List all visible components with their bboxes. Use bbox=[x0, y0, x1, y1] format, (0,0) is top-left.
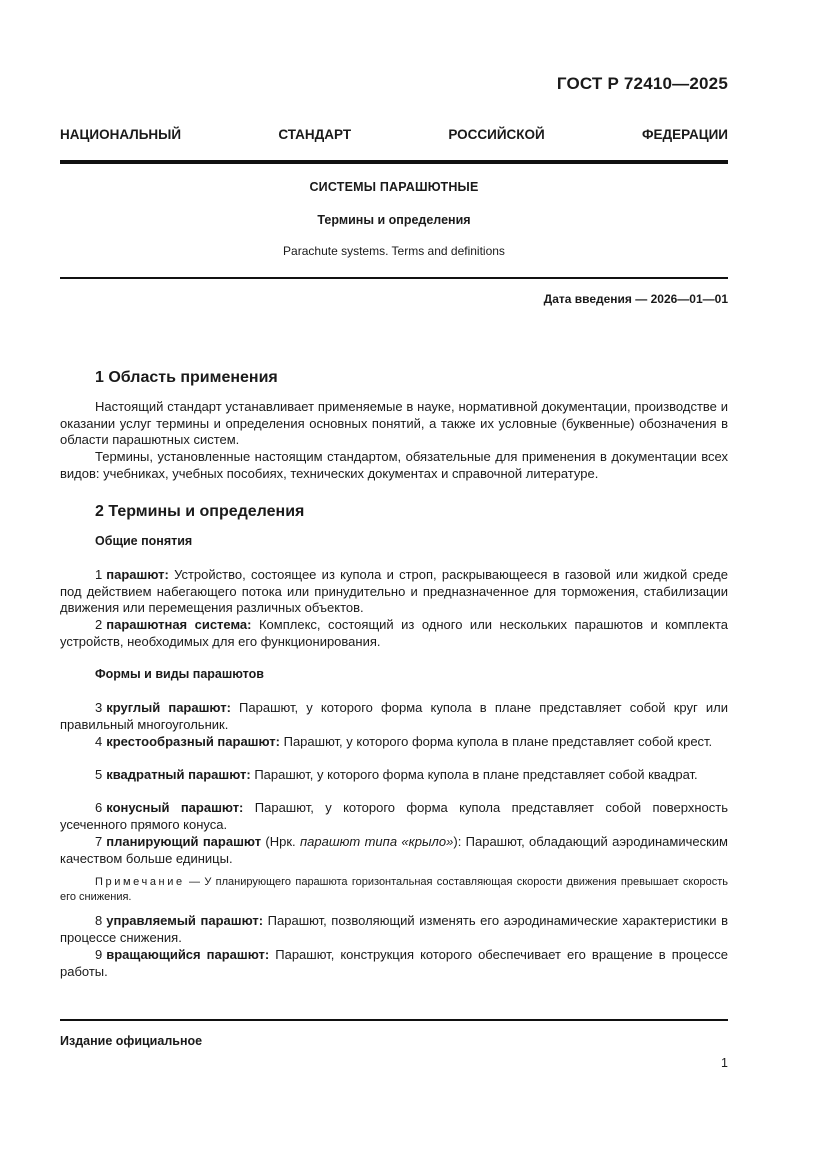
term-number: 1 bbox=[95, 567, 103, 582]
term-entry-3 bbox=[60, 700, 728, 733]
term-definition: Комплекс, состоящий из одного или нескольких парашютов и комплекта устройств, необходимых для его функционирования. bbox=[60, 617, 728, 649]
term-number: 2 bbox=[95, 617, 103, 632]
general-concepts-heading: Общие понятия bbox=[95, 534, 193, 548]
note-label: Примечание bbox=[95, 876, 185, 888]
term-definition: ): Парашют, обладающий аэродинамическим качеством больше единицы. bbox=[60, 834, 728, 866]
term-number: 7 bbox=[95, 834, 103, 849]
term-entry-9 bbox=[60, 947, 728, 980]
term-number: 9 bbox=[95, 947, 103, 962]
parachute-forms-heading: Формы и виды парашютов bbox=[95, 667, 264, 681]
term-entry-5 bbox=[60, 767, 728, 784]
term-entry-2 bbox=[60, 617, 728, 650]
term-number: 8 bbox=[95, 913, 103, 928]
term-number: 6 bbox=[95, 800, 103, 815]
section-1-paragraph-1: Настоящий стандарт устанавливает применяемые в науке, нормативной документации, производстве и оказании услуг термины и определения основных понятий, а также их условные (буквенные) обозначения в области парашютных систем. bbox=[60, 399, 728, 447]
term-name: вращающийся парашют: bbox=[106, 947, 270, 962]
term-number: 3 bbox=[95, 700, 103, 715]
term-name: круглый парашют: bbox=[106, 700, 231, 715]
term-entry-6 bbox=[60, 800, 728, 833]
title-divider bbox=[60, 277, 728, 279]
edition-label: Издание официальное bbox=[60, 1034, 203, 1048]
footer-divider bbox=[60, 1019, 728, 1021]
term-number: 4 bbox=[95, 734, 103, 749]
term-name: конусный парашют: bbox=[106, 800, 244, 815]
term-entry-7 bbox=[60, 834, 728, 867]
term-name: парашют: bbox=[106, 567, 169, 582]
document-code: ГОСТ Р 72410—2025 bbox=[556, 74, 728, 93]
national-standard-banner: НАЦИОНАЛЬНЫЙ СТАНДАРТ РОССИЙСКОЙ ФЕДЕРАЦИИ bbox=[60, 127, 728, 142]
document-title: СИСТЕМЫ ПАРАШЮТНЫЕ bbox=[309, 180, 479, 194]
term-deprecated-synonym: парашют типа «крыло» bbox=[300, 834, 454, 849]
note-text: — У планирующего парашюта горизонтальная составляющая скорости движения превышает скорость его снижения. bbox=[60, 876, 728, 903]
section-1-paragraph-2: Термины, установленные настоящим стандартом, обязательные для применения в документации всех видов: учебниках, учебных пособиях, технических документах и справочной литературе. bbox=[60, 449, 728, 481]
document-subtitle: Термины и определения bbox=[317, 213, 471, 227]
term-deprecated-prefix: (Нрк. bbox=[261, 834, 301, 849]
term-definition: Парашют, у которого форма купола представляет собой поверхность усеченного прямого конуса. bbox=[60, 800, 728, 832]
page-number: 1 bbox=[721, 1056, 728, 1070]
term-name: крестообразный парашют: bbox=[106, 734, 280, 749]
english-title: Parachute systems. Terms and definitions bbox=[283, 244, 505, 258]
section-2-heading: 2 Термины и определения bbox=[95, 503, 305, 520]
term-name: квадратный парашют: bbox=[106, 767, 251, 782]
header-divider-thick bbox=[60, 160, 728, 164]
introduction-date: Дата введения — 2026—01—01 bbox=[543, 292, 728, 306]
term-number: 5 bbox=[95, 767, 103, 782]
term-entry-4 bbox=[60, 734, 728, 751]
term-entry-1 bbox=[60, 567, 728, 617]
term-name: управляемый парашют: bbox=[106, 913, 264, 928]
term-definition: Парашют, у которого форма купола в плане представляет собой крест. bbox=[280, 734, 713, 749]
note-block bbox=[60, 875, 728, 905]
term-definition: Парашют, у которого форма купола в плане представляет собой круг или правильный многоугольник. bbox=[60, 700, 728, 732]
term-name: парашютная система: bbox=[106, 617, 252, 632]
term-definition: Устройство, состоящее из купола и строп, раскрывающееся в газовой или жидкой среде под действием набегающего потока или принудительно и предназначенное для торможения, стабилизации движения или перемещения различных объектов. bbox=[60, 567, 728, 615]
section-1-heading: 1 Область применения bbox=[95, 369, 278, 386]
term-definition: Парашют, позволяющий изменять его аэродинамические характеристики в процессе снижения. bbox=[60, 913, 728, 945]
term-entry-8 bbox=[60, 913, 728, 946]
term-definition: Парашют, конструкция которого обеспечивает его вращение в процессе работы. bbox=[60, 947, 728, 979]
term-name: планирующий парашют bbox=[106, 834, 262, 849]
term-definition: Парашют, у которого форма купола в плане представляет собой квадрат. bbox=[250, 767, 698, 782]
